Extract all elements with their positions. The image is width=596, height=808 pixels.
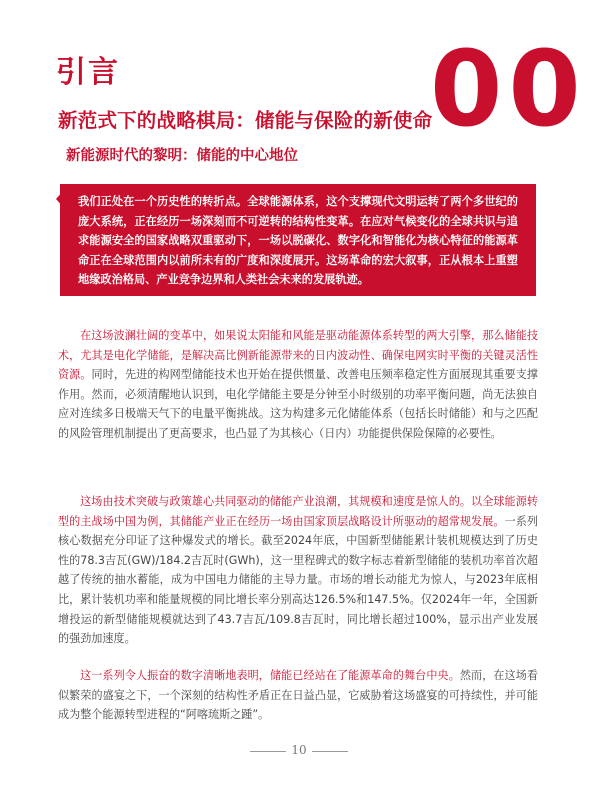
paragraph-body: 然而，在这场看似繁荣的盛宴之下，一个深刻的结构性矛盾正在日益凸显，它威胁着这场盛宴的可持续性，并可能成为整个能源转型进程的“阿喀琉斯之踵”。 [58,669,538,722]
body-paragraph [58,666,538,725]
subsection-heading: 新能源时代的黎明：储能的中心地位 [66,148,298,164]
footer-rule-right [312,751,348,752]
paragraph-body: 一系列核心数据充分印证了这种爆发式的增长。截至2024年底，中国新型储能累计装机规模达到了历史性的78.3吉瓦(GW)/184.2吉瓦时(GWh)，这一里程碑式的数字标志着新型储能的装机功率首次超越了传统的抽水蓄能，成为中国电力储能的主导力量。市场的增长动能尤为惊人，与2023年底相比，累计装机功率和能量规模的同比增长率分别高达126.5%和147.5%。仅2024年一年，全国新增投运的新型储能规模就达到了43.7吉瓦/109.8吉瓦时，同比增长超过100%，显示出产业发展的强劲加速度。 [58,514,538,646]
callout-text: 我们正处在一个历史性的转折点。全球能源体系，这个支撑现代文明运转了两个多世纪的庞大系统，正在经历一场深刻而不可逆转的结构性变革。在应对气候变化的全球共识与追求能源安全的国家战略双重驱动下，一场以脱碳化、数字化和智能化为核心特征的能源革命正在全球范围内以前所未有的广度和深度展开。这场革命的宏大叙事，正从根本上重塑地缘政治格局、产业竞争边界和人类社会未来的发展轨迹。 [78,195,518,286]
body-paragraph [58,492,538,649]
body-paragraph [58,326,538,444]
paragraph-body: 同时，先进的构网型储能技术也开始在提供惯量、改善电压频率稳定性方面展现其重要支撑作用。然而，必须清醒地认识到，电化学储能主要是分钟至小时级别的功率平衡问题，尚无法独自应对连续多日极端天气下的电量平衡挑战。这为构建多元化储能体系（包括长时储能）和与之匹配的风险管理机制提出了更高要求，也凸显了为其核心（日内）功能提供保险保障的必要性。 [58,368,538,440]
callout-box [60,184,536,296]
footer-rule-left [250,751,286,752]
paragraph-highlight: 这场由技术突破与政策雄心共同驱动的储能产业浪潮，其规模和速度是惊人的。以全球能源转型的主战场中国为例，其储能产业正在经历一场由国家顶层战略设计所驱动的超常规发展。 [58,495,538,528]
paragraph-highlight: 这一系列令人振奋的数字清晰地表明，储能已经站在了能源革命的舞台中央。 [80,669,460,682]
chapter-title: 引言 [56,55,120,90]
paragraph-highlight: 在这场波澜壮阔的变革中，如果说太阳能和风能是驱动能源体系转型的两大引擎，那么储能技术，尤其是电化学储能，是解决高比例新能源带来的日内波动性、确保电网实时平衡的关键灵活性资源。 [58,329,538,382]
page-number: 10 [291,743,307,757]
page-footer [0,742,596,762]
section-heading: 新范式下的战略棋局：储能与保险的新使命 [58,109,433,132]
chapter-number: 00 [430,28,587,150]
